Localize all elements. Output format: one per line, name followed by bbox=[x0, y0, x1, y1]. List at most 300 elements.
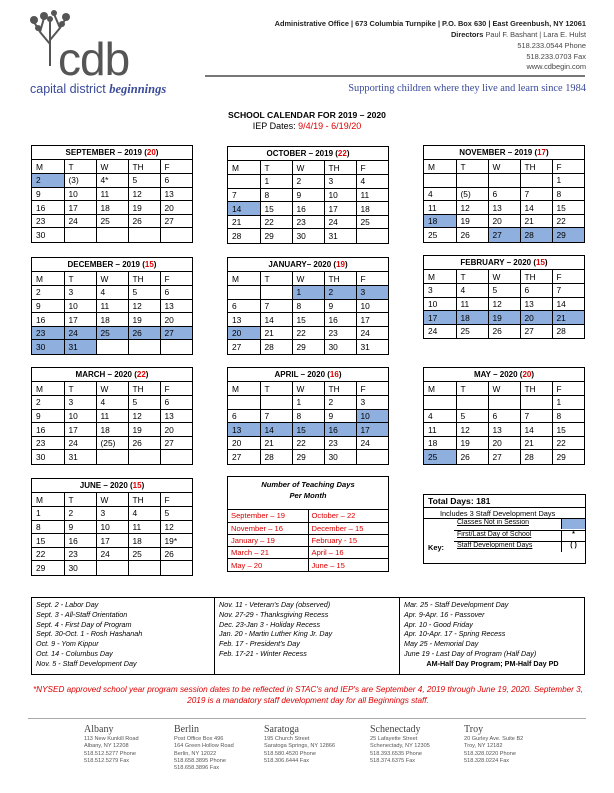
day-cell: 19 bbox=[128, 201, 160, 215]
day-cell: 13 bbox=[488, 423, 520, 437]
day-header: T bbox=[456, 270, 488, 284]
day-cell: 6 bbox=[160, 174, 192, 188]
month-calendar bbox=[423, 367, 585, 465]
day-cell: 18 bbox=[96, 313, 128, 327]
day-cell: 1 bbox=[292, 396, 324, 410]
day-cell: 27 bbox=[488, 450, 520, 464]
day-cell: 17 bbox=[324, 202, 356, 216]
contact-block: 518.233.0544 Phone 518.233.0703 Fax www.cdbegin.com bbox=[420, 41, 586, 73]
day-cell: 31 bbox=[356, 340, 388, 354]
day-cell: 11 bbox=[96, 409, 128, 423]
day-header: T bbox=[64, 382, 96, 396]
day-cell: 19* bbox=[160, 534, 192, 548]
key-row-closed: Classes Not in Session bbox=[454, 519, 585, 530]
day-cell: 14 bbox=[520, 423, 552, 437]
month-calendar bbox=[227, 146, 389, 244]
day-cell bbox=[96, 228, 128, 242]
day-cell: 17 bbox=[64, 313, 96, 327]
nysed-note: *NYSED approved school year program session dates to be reflected in STAC's and IEP's are September 4, 2019 through June 19, 2020. September 3, 2019 is a mandatory staff development day for all Beginnings staff. bbox=[32, 685, 584, 705]
day-cell: 24 bbox=[64, 214, 96, 228]
day-cell: 24 bbox=[356, 436, 388, 450]
day-header: W bbox=[292, 272, 324, 286]
day-cell: 31 bbox=[64, 450, 96, 464]
day-cell: 14 bbox=[228, 202, 260, 216]
month-calendar bbox=[31, 478, 193, 576]
day-cell: 27 bbox=[228, 450, 260, 464]
day-cell: 27 bbox=[160, 436, 192, 450]
day-header: T bbox=[456, 382, 488, 396]
day-header: F bbox=[356, 382, 388, 396]
key-row-staff-dev: Staff Development Days ( ) bbox=[454, 541, 585, 552]
day-cell: 5 bbox=[488, 284, 520, 298]
day-cell: 14 bbox=[260, 313, 292, 327]
day-cell: 29 bbox=[292, 450, 324, 464]
day-cell: 16 bbox=[324, 423, 356, 437]
day-cell: 8 bbox=[552, 409, 584, 423]
office-saratoga: Saratoga 195 Church Street Saratoga Springs, NY 12866 518.580.4520 Phone 518.306.6444 Fax bbox=[264, 724, 336, 764]
day-cell: 26 bbox=[456, 450, 488, 464]
day-cell: 17 bbox=[64, 201, 96, 215]
month-title: APRIL – 2020 (16) bbox=[228, 368, 388, 382]
day-cell: 25 bbox=[424, 450, 456, 464]
day-header: TH bbox=[520, 382, 552, 396]
day-cell: 2 bbox=[32, 286, 64, 300]
day-cell: 20 bbox=[228, 326, 260, 340]
month-calendar bbox=[227, 367, 389, 465]
day-cell: 23 bbox=[32, 326, 64, 340]
day-cell: 15 bbox=[260, 202, 292, 216]
day-cell: 6 bbox=[160, 396, 192, 410]
day-header: TH bbox=[128, 272, 160, 286]
day-cell: 8 bbox=[292, 409, 324, 423]
day-cell: 17 bbox=[356, 423, 388, 437]
day-cell: 20 bbox=[488, 214, 520, 228]
month-title: DECEMBER – 2019 (15) bbox=[32, 258, 192, 272]
day-cell: 30 bbox=[324, 340, 356, 354]
day-cell bbox=[456, 174, 488, 188]
day-cell bbox=[228, 286, 260, 300]
events-column-3: Mar. 25 - Staff Development Day Apr. 9-Apr. 16 - Passover Apr. 10 - Good Friday Apr. 10-Apr. 17 - Spring Recess May 25 - Memorial Day June 19 - Last Day of Program (Half Day) AM-Half Day Program; PM-Half Day PD bbox=[404, 600, 559, 668]
total-days: Total Days: 181 bbox=[424, 495, 585, 508]
day-cell: 5 bbox=[128, 174, 160, 188]
day-header: M bbox=[424, 382, 456, 396]
day-header: F bbox=[356, 272, 388, 286]
day-cell: 24 bbox=[356, 326, 388, 340]
day-cell: 1 bbox=[260, 175, 292, 189]
day-cell bbox=[160, 228, 192, 242]
day-cell: 26 bbox=[160, 547, 192, 561]
month-title: JANUARY– 2020 (19) bbox=[228, 258, 388, 272]
day-cell: 25 bbox=[128, 547, 160, 561]
day-header: TH bbox=[128, 382, 160, 396]
day-cell bbox=[228, 396, 260, 410]
teaching-days-title: Number of Teaching Days Per Month bbox=[228, 477, 388, 510]
day-cell: 21 bbox=[520, 436, 552, 450]
day-cell: 21 bbox=[228, 215, 260, 229]
day-cell: 24 bbox=[424, 324, 456, 338]
day-cell: 30 bbox=[32, 228, 64, 242]
day-cell bbox=[128, 340, 160, 354]
day-cell: 28 bbox=[520, 450, 552, 464]
day-header: F bbox=[160, 493, 192, 507]
day-cell: 17 bbox=[424, 311, 456, 325]
day-header: W bbox=[488, 160, 520, 174]
day-cell: 28 bbox=[260, 450, 292, 464]
day-cell bbox=[356, 450, 388, 464]
key-label: Key: bbox=[428, 543, 445, 552]
day-cell bbox=[356, 229, 388, 243]
day-header: TH bbox=[520, 160, 552, 174]
day-cell: 2 bbox=[292, 175, 324, 189]
day-cell: 18 bbox=[424, 436, 456, 450]
day-cell: (25) bbox=[96, 436, 128, 450]
day-cell: 5 bbox=[128, 396, 160, 410]
day-cell: 2 bbox=[32, 174, 64, 188]
day-cell: 20 bbox=[228, 436, 260, 450]
day-cell: 21 bbox=[520, 214, 552, 228]
day-cell: 7 bbox=[228, 188, 260, 202]
day-cell: 13 bbox=[488, 201, 520, 215]
day-cell: 29 bbox=[292, 340, 324, 354]
day-cell bbox=[456, 396, 488, 410]
day-header: M bbox=[32, 382, 64, 396]
day-cell: 24 bbox=[324, 215, 356, 229]
day-cell: 4 bbox=[96, 396, 128, 410]
month-title: SEPTEMBER – 2019 (20) bbox=[32, 146, 192, 160]
day-cell bbox=[96, 561, 128, 575]
day-cell: 4 bbox=[456, 284, 488, 298]
day-cell: 23 bbox=[292, 215, 324, 229]
day-cell: 1 bbox=[292, 286, 324, 300]
day-cell: 23 bbox=[32, 436, 64, 450]
logo-text: cdb bbox=[58, 33, 130, 85]
month-calendar bbox=[423, 145, 585, 243]
day-cell: 13 bbox=[520, 297, 552, 311]
day-cell: 15 bbox=[552, 423, 584, 437]
day-header: W bbox=[488, 270, 520, 284]
month-calendar bbox=[423, 255, 585, 339]
office-schenectady: Schenectady 25 Lafayette Street Schenectady, NY 12305 518.393.6535 Phone 518.374.6375 Fax bbox=[370, 724, 430, 764]
day-cell: 23 bbox=[324, 436, 356, 450]
day-cell bbox=[424, 396, 456, 410]
day-cell: 13 bbox=[160, 409, 192, 423]
day-header: W bbox=[292, 382, 324, 396]
day-header: W bbox=[96, 272, 128, 286]
day-cell: 3 bbox=[96, 507, 128, 521]
day-cell: 3 bbox=[356, 396, 388, 410]
day-cell: 7 bbox=[552, 284, 584, 298]
day-cell: 13 bbox=[228, 313, 260, 327]
day-header: TH bbox=[324, 382, 356, 396]
day-cell: 10 bbox=[96, 520, 128, 534]
day-cell: 20 bbox=[160, 201, 192, 215]
day-cell: 23 bbox=[32, 214, 64, 228]
month-calendar bbox=[31, 257, 193, 355]
day-cell: 25 bbox=[96, 326, 128, 340]
day-cell: 2 bbox=[64, 507, 96, 521]
day-cell: 26 bbox=[488, 324, 520, 338]
day-header: T bbox=[260, 272, 292, 286]
day-cell: 3 bbox=[424, 284, 456, 298]
day-cell: 10 bbox=[64, 409, 96, 423]
month-calendar bbox=[227, 257, 389, 355]
day-header: F bbox=[552, 382, 584, 396]
day-header: W bbox=[488, 382, 520, 396]
day-cell: 2 bbox=[324, 396, 356, 410]
day-cell: (3) bbox=[64, 174, 96, 188]
day-header: M bbox=[32, 493, 64, 507]
day-cell: 23 bbox=[64, 547, 96, 561]
day-cell: 30 bbox=[32, 450, 64, 464]
page-title: SCHOOL CALENDAR FOR 2019 – 2020 bbox=[228, 110, 386, 120]
day-cell: 6 bbox=[228, 299, 260, 313]
day-cell: 8 bbox=[260, 188, 292, 202]
day-cell: 24 bbox=[96, 547, 128, 561]
day-cell: 16 bbox=[32, 423, 64, 437]
day-header: T bbox=[260, 382, 292, 396]
day-cell: 8 bbox=[292, 299, 324, 313]
day-cell: 12 bbox=[456, 423, 488, 437]
day-cell: 17 bbox=[356, 313, 388, 327]
day-header: F bbox=[356, 161, 388, 175]
day-cell: 28 bbox=[520, 228, 552, 242]
day-cell: 7 bbox=[520, 187, 552, 201]
day-cell: 15 bbox=[32, 534, 64, 548]
day-cell: 7 bbox=[260, 299, 292, 313]
day-cell: 18 bbox=[424, 214, 456, 228]
day-cell: 9 bbox=[64, 520, 96, 534]
day-cell: 5 bbox=[160, 507, 192, 521]
day-cell bbox=[96, 340, 128, 354]
day-cell: 10 bbox=[64, 299, 96, 313]
day-cell: 6 bbox=[488, 409, 520, 423]
day-cell: 1 bbox=[32, 507, 64, 521]
day-cell: 3 bbox=[64, 286, 96, 300]
day-cell bbox=[228, 175, 260, 189]
day-cell: 26 bbox=[128, 214, 160, 228]
day-cell: 27 bbox=[228, 340, 260, 354]
day-header: W bbox=[96, 160, 128, 174]
day-cell: 8 bbox=[32, 520, 64, 534]
day-cell: 11 bbox=[96, 299, 128, 313]
day-cell bbox=[128, 450, 160, 464]
day-cell bbox=[520, 396, 552, 410]
day-cell: 30 bbox=[32, 340, 64, 354]
day-cell: 3 bbox=[64, 396, 96, 410]
day-cell: 22 bbox=[292, 436, 324, 450]
header-divider bbox=[205, 75, 585, 77]
day-cell: 19 bbox=[128, 313, 160, 327]
day-cell: 30 bbox=[292, 229, 324, 243]
day-cell: 19 bbox=[456, 214, 488, 228]
day-header: F bbox=[160, 382, 192, 396]
day-cell: 16 bbox=[324, 313, 356, 327]
day-header: F bbox=[552, 270, 584, 284]
day-header: T bbox=[456, 160, 488, 174]
day-cell: 27 bbox=[488, 228, 520, 242]
day-header: TH bbox=[128, 493, 160, 507]
day-cell: (5) bbox=[456, 187, 488, 201]
day-cell: 27 bbox=[520, 324, 552, 338]
month-calendar bbox=[31, 145, 193, 243]
day-cell: 11 bbox=[128, 520, 160, 534]
day-cell: 26 bbox=[128, 436, 160, 450]
day-cell: 4 bbox=[356, 175, 388, 189]
day-cell: 19 bbox=[128, 423, 160, 437]
day-cell bbox=[64, 228, 96, 242]
day-cell: 29 bbox=[32, 561, 64, 575]
totals-key-box bbox=[423, 494, 586, 564]
day-cell: 12 bbox=[128, 187, 160, 201]
day-cell: 20 bbox=[488, 436, 520, 450]
day-cell: 11 bbox=[96, 187, 128, 201]
key-row-first-last: First/Last Day of School * bbox=[454, 530, 585, 541]
day-cell: 26 bbox=[456, 228, 488, 242]
day-header: TH bbox=[324, 161, 356, 175]
day-cell: 4* bbox=[96, 174, 128, 188]
day-cell: 30 bbox=[64, 561, 96, 575]
day-cell: 12 bbox=[488, 297, 520, 311]
day-cell: 17 bbox=[96, 534, 128, 548]
events-column-1: Sept. 2 - Labor Day Sept. 3 - All-Staff Orientation Sept. 4 - First Day of Program Sept. 30-Oct. 1 - Rosh Hashanah Oct. 9 - Yom Kippur Oct. 14 - Columbus Day Nov. 5 - Staff Development Day bbox=[32, 598, 215, 674]
website-link[interactable]: www.cdbegin.com bbox=[526, 62, 586, 71]
day-header: TH bbox=[520, 270, 552, 284]
footer-divider bbox=[28, 718, 586, 719]
day-cell: 22 bbox=[260, 215, 292, 229]
day-cell: 15 bbox=[292, 423, 324, 437]
day-cell: 4 bbox=[128, 507, 160, 521]
day-cell: 22 bbox=[32, 547, 64, 561]
day-header: T bbox=[64, 272, 96, 286]
day-cell: 18 bbox=[356, 202, 388, 216]
day-cell: 29 bbox=[552, 228, 584, 242]
day-cell: 22 bbox=[552, 214, 584, 228]
day-cell: 25 bbox=[424, 228, 456, 242]
month-title: FEBRUARY – 2020 (15) bbox=[424, 256, 584, 270]
day-cell bbox=[160, 450, 192, 464]
day-cell: 11 bbox=[456, 297, 488, 311]
day-cell bbox=[160, 561, 192, 575]
day-cell: 13 bbox=[160, 299, 192, 313]
iep-dates: IEP Dates: 9/4/19 - 6/19/20 bbox=[252, 121, 362, 131]
day-cell: 10 bbox=[356, 299, 388, 313]
day-header: M bbox=[228, 272, 260, 286]
month-title: JUNE – 2020 (15) bbox=[32, 479, 192, 493]
day-cell: 29 bbox=[260, 229, 292, 243]
teaching-days-table: Number of Teaching Days Per Month September – 19 October – 22 November – 16 December – 15 January – 19 February - 15 March – 21 April – 16 May – 20 June – 15 bbox=[227, 476, 389, 572]
day-cell: 14 bbox=[520, 201, 552, 215]
day-cell: 6 bbox=[160, 286, 192, 300]
day-cell: 9 bbox=[324, 299, 356, 313]
day-cell: 14 bbox=[260, 423, 292, 437]
day-cell: 1 bbox=[552, 174, 584, 188]
day-cell: 31 bbox=[64, 340, 96, 354]
day-cell: 9 bbox=[32, 409, 64, 423]
day-cell bbox=[160, 340, 192, 354]
directors: Directors Paul F. Bashant | Lara E. Hulst bbox=[450, 30, 586, 39]
day-cell: 7 bbox=[520, 409, 552, 423]
day-cell: 2 bbox=[32, 396, 64, 410]
day-header: M bbox=[424, 270, 456, 284]
day-header: T bbox=[64, 493, 96, 507]
day-cell: 13 bbox=[228, 423, 260, 437]
day-cell: 18 bbox=[96, 423, 128, 437]
day-cell bbox=[260, 396, 292, 410]
day-header: W bbox=[96, 493, 128, 507]
day-cell: 23 bbox=[324, 326, 356, 340]
office-berlin: Berlin Post Office Box 496 164 Green Hollow Road Berlin, NY 12022 518.658.3895 Phone 518.658.3896 Fax bbox=[174, 724, 234, 772]
day-cell: 6 bbox=[520, 284, 552, 298]
day-cell: 4 bbox=[96, 286, 128, 300]
day-cell bbox=[96, 450, 128, 464]
day-cell: 16 bbox=[32, 201, 64, 215]
office-albany: Albany 113 New Kunkill Road Albany, NY 12208 518.512.5277 Phone 518.512.5279 Fax bbox=[84, 724, 139, 764]
day-cell: 28 bbox=[552, 324, 584, 338]
day-cell: 6 bbox=[228, 409, 260, 423]
day-cell: 12 bbox=[128, 299, 160, 313]
day-cell: 25 bbox=[96, 214, 128, 228]
day-cell: 12 bbox=[160, 520, 192, 534]
day-cell: 27 bbox=[160, 326, 192, 340]
day-cell: 15 bbox=[292, 313, 324, 327]
day-cell: 10 bbox=[324, 188, 356, 202]
day-cell: 11 bbox=[424, 201, 456, 215]
day-cell bbox=[128, 561, 160, 575]
day-cell: 29 bbox=[552, 450, 584, 464]
month-title: MAY – 2020 (20) bbox=[424, 368, 584, 382]
tagline: Supporting children where they live and learn since 1984 bbox=[348, 83, 586, 94]
day-cell: 13 bbox=[160, 187, 192, 201]
day-cell: 20 bbox=[160, 313, 192, 327]
day-cell: 19 bbox=[456, 436, 488, 450]
day-cell: 17 bbox=[64, 423, 96, 437]
day-header: W bbox=[96, 382, 128, 396]
day-header: W bbox=[292, 161, 324, 175]
day-header: M bbox=[32, 160, 64, 174]
day-cell: 11 bbox=[424, 423, 456, 437]
day-cell: 16 bbox=[64, 534, 96, 548]
day-cell: 4 bbox=[424, 187, 456, 201]
day-cell: 1 bbox=[552, 396, 584, 410]
day-cell: 28 bbox=[260, 340, 292, 354]
day-cell: 2 bbox=[324, 286, 356, 300]
day-cell bbox=[520, 174, 552, 188]
day-cell: 3 bbox=[324, 175, 356, 189]
day-header: M bbox=[228, 161, 260, 175]
day-cell: 12 bbox=[456, 201, 488, 215]
day-cell: 18 bbox=[456, 311, 488, 325]
day-cell: 9 bbox=[32, 299, 64, 313]
day-header: TH bbox=[324, 272, 356, 286]
day-cell: 24 bbox=[64, 326, 96, 340]
day-cell: 10 bbox=[424, 297, 456, 311]
day-cell: 25 bbox=[356, 215, 388, 229]
day-cell: 16 bbox=[32, 313, 64, 327]
day-cell: 7 bbox=[260, 409, 292, 423]
day-cell: 18 bbox=[128, 534, 160, 548]
day-cell: 16 bbox=[292, 202, 324, 216]
day-cell: 8 bbox=[552, 187, 584, 201]
day-cell: 26 bbox=[128, 326, 160, 340]
day-cell: 15 bbox=[552, 201, 584, 215]
day-cell: 6 bbox=[488, 187, 520, 201]
day-cell: 24 bbox=[64, 436, 96, 450]
cdb-logo bbox=[28, 10, 188, 106]
day-cell bbox=[488, 396, 520, 410]
day-header: M bbox=[32, 272, 64, 286]
day-cell: 18 bbox=[96, 201, 128, 215]
day-cell: 3 bbox=[356, 286, 388, 300]
